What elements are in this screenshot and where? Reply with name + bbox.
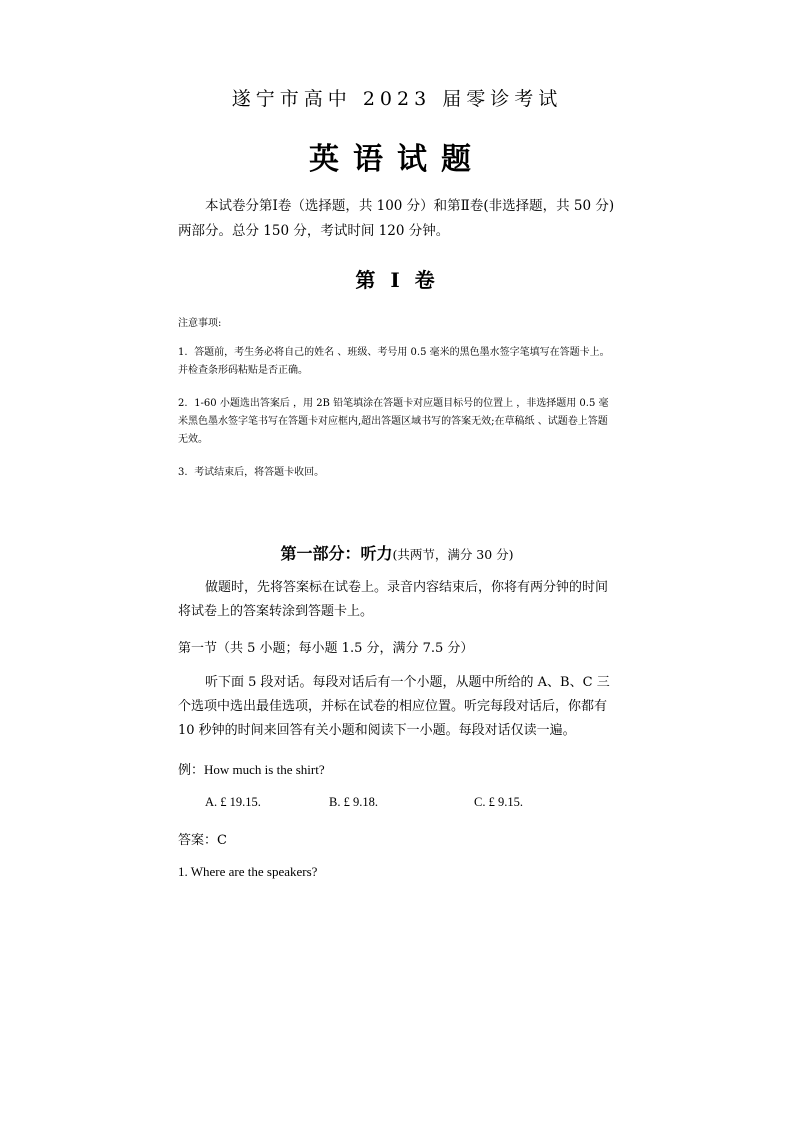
notice-item-number: 1.: [178, 347, 188, 358]
exam-title: 遂宁市高中 2023 届零诊考试: [231, 88, 563, 110]
example-option-b: B. £ 9.18.: [329, 795, 378, 809]
example-question-text: How much is the shirt?: [204, 762, 325, 777]
part-one-title-score: (共两节，满分 30 分): [392, 547, 514, 562]
part-one-instruction: 做题时，先将答案标在试卷上。录音内容结束后，你将有两分钟的时间将试卷上的答案转涂到答题卡上。: [178, 580, 609, 619]
notice-item: [178, 464, 616, 482]
intro-paragraph: 本试卷分第Ⅰ卷（选择题，共 100 分）和第Ⅱ卷(非选择题，共 50 分)两部分。总分 150 分，考试时间 120 分钟。: [178, 198, 615, 239]
example-label: 例：: [178, 763, 205, 778]
notice-item: [178, 395, 616, 449]
notice-item-text: 答题前，考生务必将自己的姓名 、班级、考号用 0.5 毫米的黑色墨水签字笔填写在答题卡上。并检查条形码粘贴是否正确。: [178, 347, 610, 376]
section-one-instruction: 听下面 5 段对话。每段对话后有一个小题，从题中所给的 A、B、C 三个选项中选出最佳选项，并标在试卷的相应位置。听完每段对话后，你都有 10 秒钟的时间来回答有关小题和阅读下一小题。每段对话仅读一遍。: [178, 675, 610, 738]
volume-title: 第 Ⅰ 卷: [355, 268, 439, 292]
notice-item: [178, 344, 616, 380]
example-option-c: C. £ 9.15.: [474, 795, 523, 809]
notice-item-number: 2.: [178, 398, 188, 409]
example-answer: 答案：C: [178, 833, 227, 848]
notice-title: 注意事项:: [178, 318, 222, 329]
part-one-title-main: 第一部分：听力: [280, 544, 393, 563]
notice-item-number: 3.: [178, 467, 188, 478]
notice-item-text: 1-60 小题选出答案后 ，用 2B 铅笔填涂在答题卡对应题目标号的位置上 ，非选择题用 0.5 毫米黑色墨水签字笔书写在答题卡对应框内,超出答题区域书写的答案无效;在草稿纸 、试题卷上答题无效。: [178, 398, 609, 445]
section-one-title: 第一节（共 5 小题；每小题 1.5 分，满分 7.5 分）: [178, 641, 474, 656]
example-question: [178, 759, 325, 778]
example-option-a: A. £ 19.15.: [205, 795, 261, 809]
part-one-title: [0, 541, 794, 564]
subject-title: 英语试题: [309, 142, 485, 177]
notice-item-text: 考试结束后，将答题卡收回。: [194, 467, 325, 478]
question-1: 1. Where are the speakers?: [178, 864, 318, 879]
